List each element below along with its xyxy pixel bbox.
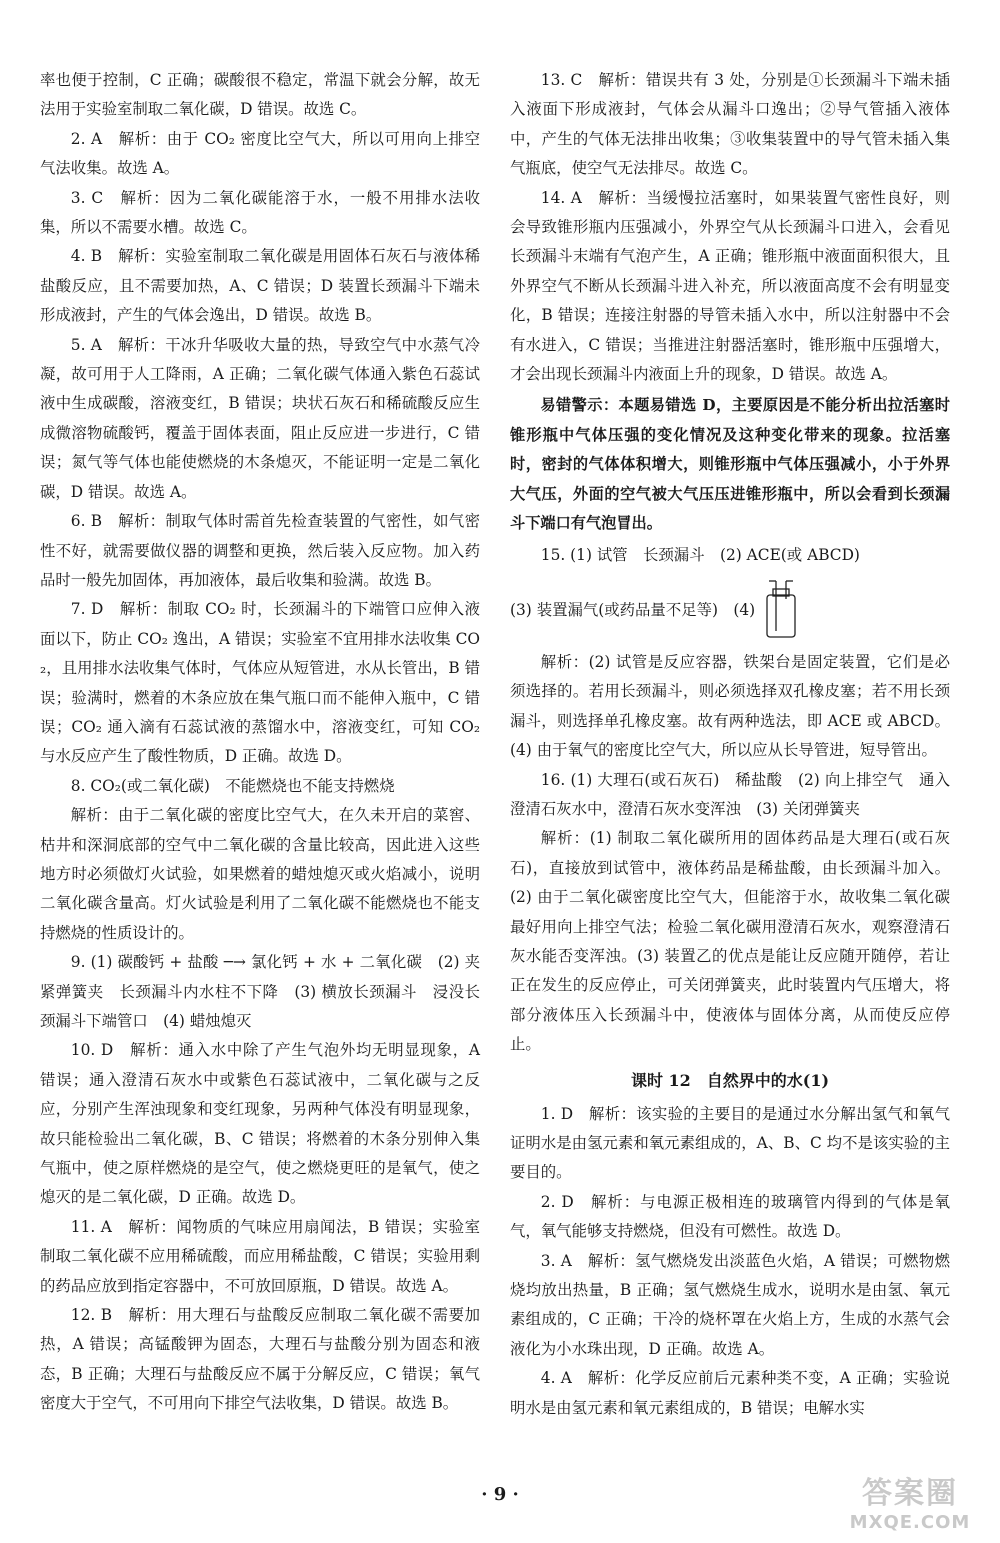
answer-16-explanation: 解析：(1) 制取二氧化碳所用的固体药品是大理石(或石灰石)，直接放到试管中，液体药品是稀盐酸，由长颈漏斗加入。(2) 由于二氧化碳密度比空气大，但能溶于水，故收集二氧化碳最好用向上排空气法；检验二氧化碳用澄清石灰水，观察澄清石灰水能否变浑浊。(3) 装置乙的优点是能让反应随开随停，若让正在发生的反应停止，可关闭弹簧夹，此时装置内气压增大，将部分液体压入长颈漏斗中，使液体与固体分离，从而使反应停止。: [510, 829, 950, 1054]
error-warning: 易错警示：本题易错选 D，主要原因是不能分析出拉活塞时锥形瓶中气体压强的变化情况及这种变化带来的现象。拉活塞时，密封的气体体积增大，则锥形瓶中气体压强减小，小于外界大气压，外面的空气被大气压压进锥形瓶中，所以会看到长颈漏斗下端口有气泡冒出。: [510, 396, 950, 533]
answer-15-diagram-row: [510, 570, 950, 648]
answer-16: 16. (1) 大理石(或石灰石) 稀盐酸 (2) 向上排空气 通入澄清石灰水中，澄清石灰水变浑浊 (3) 关闭弹簧夹: [510, 770, 950, 818]
answer-8-explanation: 解析：由于二氧化碳的密度比空气大，在久未开启的菜窖、枯井和深洞底部的空气中二氧化碳的含量比较高，因此进入这些地方时必须做灯火试验，如果燃着的蜡烛熄灭或火焰减小，说明二氧化碳含量高。灯火试验是利用了二氧化碳不能燃烧也不能支持燃烧的性质设计的。: [40, 806, 480, 942]
watermark-text: 答案圈: [862, 1476, 958, 1511]
answer-15-part3: (3) 装置漏气(或药品量不足等) (4): [510, 600, 756, 619]
gas-bottle-diagram-icon: [763, 579, 799, 639]
answer-8: 8. CO₂(或二氧化碳) 不能燃烧也不能支持燃烧: [70, 776, 395, 795]
lesson-title: 课时 12 自然界中的水(1): [630, 1070, 830, 1090]
answer-12: 12. B 解析：用大理石与盐酸反应制取二氧化碳不需要加热，A 错误；高锰酸钾为固态，大理石与盐酸分别为固态和液态，B 正确；大理石与盐酸反应不属于分解反应，C 错误；氧气密度大于空气，不可用向下排空气法收集，D 错误。故选 B。: [40, 1306, 480, 1413]
right-column: [510, 66, 950, 1423]
lesson12-answer-4: 4. A 解析：化学反应前后元素种类不变，A 正确；实验说明水是由氢元素和氧元素组成的，B 错误；电解水实: [510, 1369, 950, 1417]
answer-15-explanation: 解析：(2) 试管是反应容器，铁架台是固定装置，它们是必须选择的。若用长颈漏斗，则必须选择双孔橡皮塞；若不用长颈漏斗，则选择单孔橡皮塞。故有两种选法，即 ACE 或 ABCD。(4) 由于氧气的密度比空气大，所以应从长导管进，短导管出。: [510, 652, 950, 760]
answer-14: 14. A 解析：当缓慢拉活塞时，如果装置气密性良好，则会导致锥形瓶内压强减小，外界空气从长颈漏斗口进入，会看见长颈漏斗末端有气泡产生，A 正确；锥形瓶中液面面积很大，且外界空气不断从长颈漏斗进入补充，所以液面高度不会有明显变化，B 错误；连接注射器的导管未插入水中，所以注射器中不会有水进入，C 错误；当推进注射器活塞时，锥形瓶中压强增大，才会出现长颈漏斗内液面上升的现象，D 错误。故选 A。: [510, 188, 950, 384]
answer-paragraph: 率也便于控制，C 正确；碳酸很不稳定，常温下就会分解，故无法用于实验室制取二氧化碳，D 错误。故选 C。: [40, 71, 480, 119]
answer-11: 11. A 解析：闻物质的气味应用扇闻法，B 错误；实验室制取二氧化碳不应用稀硫酸，而应用稀盐酸，C 错误；实验用剩的药品应放到指定容器中，不可放回原瓶，D 错误。故选 A。: [40, 1217, 480, 1295]
answer-15: 15. (1) 试管 长颈漏斗 (2) ACE(或 ABCD): [540, 545, 860, 564]
answer-13: 13. C 解析：错误共有 3 处，分别是①长颈漏斗下端未插入液面下形成液封，气体会从漏斗口逸出；②导气管插入液体中，产生的气体无法排出收集；③收集装置中的导气管未插入集气瓶底，使空气无法排尽。故选 C。: [510, 71, 950, 178]
answer-9: 9. (1) 碳酸钙 + 盐酸 ─→ 氯化钙 + 水 + 二氧化碳 (2) 夹紧弹簧夹 长颈漏斗内水柱不下降 (3) 横放长颈漏斗 浸没长颈漏斗下端管口 (4) 蜡烛熄灭: [40, 953, 480, 1030]
page-number: · 9 ·: [481, 1484, 519, 1505]
answer-6: 6. B 解析：制取气体时需首先检查装置的气密性，如气密性不好，就需要做仪器的调整和更换，然后装入反应物。加入药品时一般先加固体，再加液体，最后收集和验满。故选 B。: [40, 512, 480, 589]
answer-3: 3. C 解析：因为二氧化碳能溶于水，一般不用排水法收集，所以不需要水槽。故选 C。: [40, 188, 480, 237]
answer-4: 4. B 解析：实验室制取二氧化碳是用固体石灰石与液体稀盐酸反应，且不需要加热，A、C 错误；D 装置长颈漏斗下端未形成液封，产生的气体会逸出，D 错误。故选 B。: [40, 247, 480, 325]
lesson12-answer-3: 3. A 解析：氢气燃烧发出淡蓝色火焰，A 错误；可燃物燃烧均放出热量，B 正确；氢气燃烧生成水，说明水是由氢、氧元素组成的，C 正确；干冷的烧杯罩在火焰上方，生成的水蒸气会液化为小水珠出现，D 正确。故选 A。: [510, 1251, 950, 1358]
lesson12-answer-2: 2. D 解析：与电源正极相连的玻璃管内得到的气体是氧气，氧气能够支持燃烧，但没有可燃性。故选 D。: [510, 1192, 950, 1241]
lesson12-answer-1: 1. D 解析：该实验的主要目的是通过水分解出氢气和氧气证明水是由氢元素和氧元素组成的，A、B、C 均不是该实验的主要目的。: [510, 1104, 950, 1182]
answer-10: 10. D 解析：通入水中除了产生气泡外均无明显现象，A 错误；通入澄清石灰水中或紫色石蕊试液中，二氧化碳与之反应，分别产生浑浊现象和变红现象，另两种气体没有明显现象，故只能检验出二氧化碳，B、C 错误；将燃着的木条分别伸入集气瓶中，使之原样燃烧的是空气，使之燃烧更旺的是氧气，使之熄灭的是二氧化碳，D 正确。故选 D。: [40, 1041, 480, 1207]
left-column: [40, 66, 480, 1419]
answer-2: 2. A 解析：由于 CO₂ 密度比空气大，所以可用向上排空气法收集。故选 A。: [40, 129, 480, 178]
watermark-url: MXQE.COM: [849, 1512, 971, 1533]
answer-5: 5. A 解析：干冰升华吸收大量的热，导致空气中水蒸气冷凝，故可用于人工降雨，A 正确；二氧化碳气体通入紫色石蕊试液中生成碳酸，溶液变红，B 错误；块状石灰石和稀硫酸反应生成微溶物硫酸钙，覆盖于固体表面，阻止反应进一步进行，C 错误；氮气等气体也能使燃烧的木条熄灭，不能证明一定是二氧化碳，D 错误。故选 A。: [40, 335, 480, 501]
answer-7: 7. D 解析：制取 CO₂ 时，长颈漏斗的下端管口应伸入液面以下，防止 CO₂ 逸出，A 错误；实验室不宜用排水法收集 CO₂，且用排水法收集气体时，气体应从短管进，水从长管出，B 错误；验满时，燃着的木条应放在集气瓶口而不能伸入瓶中，C 错误；CO₂ 通入滴有石蕊试液的蒸馏水中，溶液变红，可知 CO₂ 与水反应产生了酸性物质，D 正确。故选 D。: [40, 600, 480, 766]
watermark-logo: [830, 1468, 990, 1533]
